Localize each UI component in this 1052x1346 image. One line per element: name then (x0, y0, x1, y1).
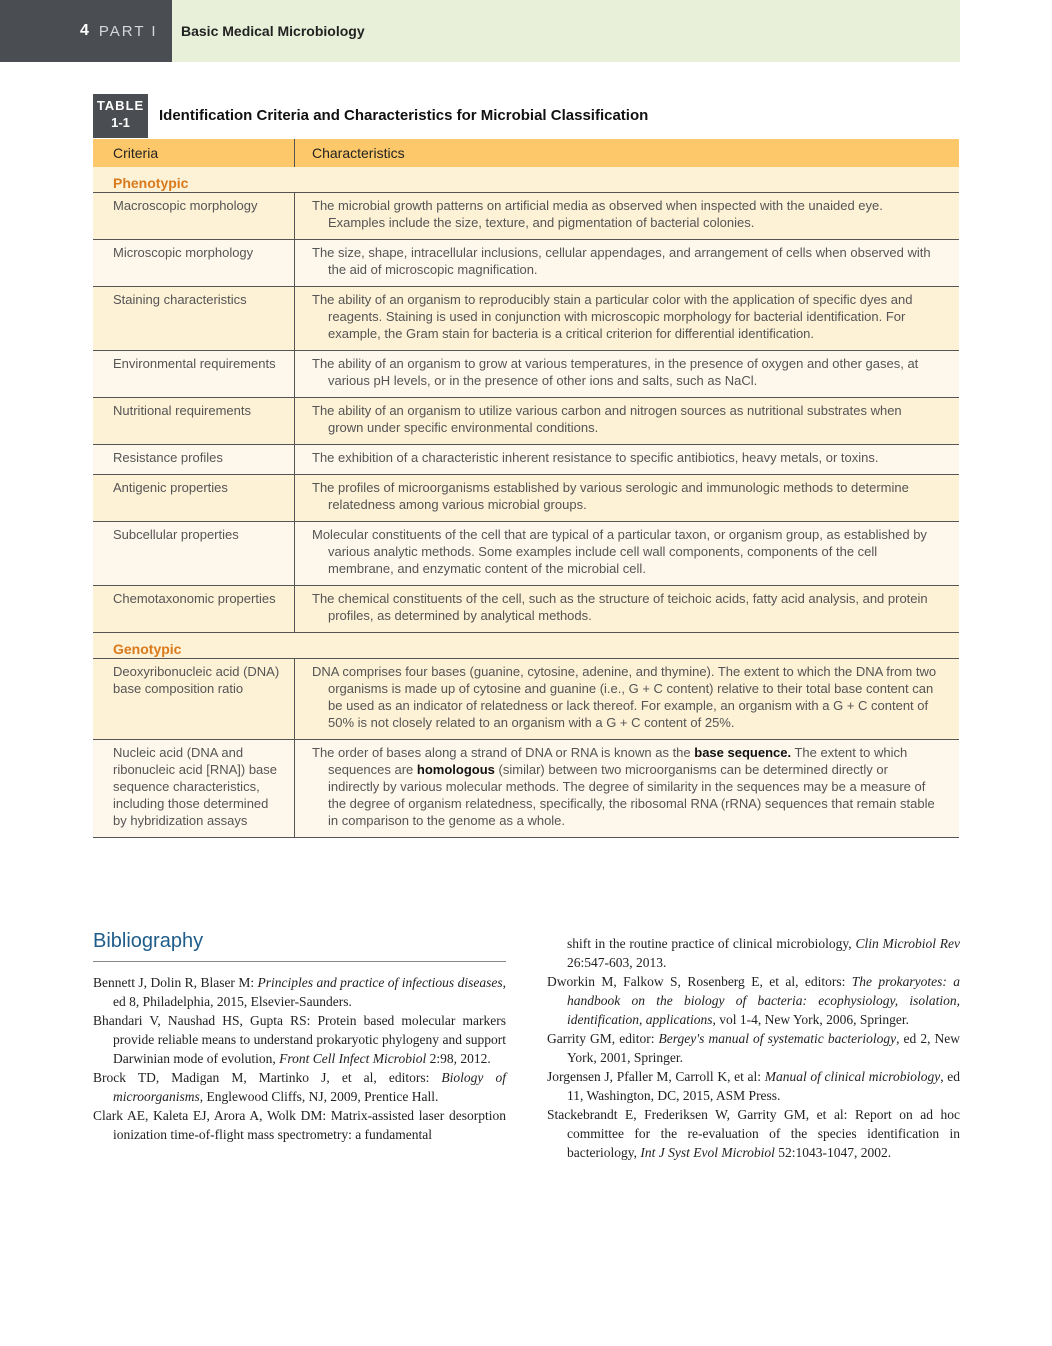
criteria-cell: Chemotaxonomic properties (113, 591, 276, 606)
criteria-cell: Antigenic properties (113, 480, 228, 495)
page-header (0, 0, 960, 62)
table-row (93, 659, 959, 740)
table-header-row (93, 139, 959, 167)
characteristics-cell: The exhibition of a characteristic inherent resistance to specific antibiotics, heavy metals, or toxins. (312, 450, 879, 465)
reference-item: Bennett J, Dolin R, Blaser M: Principles and practice of infectious diseases, ed 8, Philadelphia, 2015, Elsevier-Saunders. (93, 975, 506, 1009)
table-row (93, 586, 959, 633)
characteristics-cell: The order of bases along a strand of DNA or RNA is known as the base sequence. The extent to which sequences are homologous (similar) between two microorganisms can be determined directly or indirectly by various molecular methods. The degree of similarity in the sequences may be a measure of the degree of organism relatedness, specifically, the ribosomal RNA (rRNA) sequences that remain stable in comparison to the genome as a whole. (312, 745, 935, 828)
reference-item: Brock TD, Madigan M, Martinko J, et al, editors: Biology of microorganisms, Englewood Cliffs, NJ, 2009, Prentice Hall. (93, 1070, 506, 1104)
header-title-block (172, 0, 960, 62)
table-title: Identification Criteria and Characteristics for Microbial Classification (159, 107, 649, 124)
characteristics-cell: The profiles of microorganisms established by various serologic and immunologic methods to determine relatedness among various microbial groups. (312, 480, 909, 512)
characteristics-cell: The ability of an organism to utilize various carbon and nitrogen sources as nutritional substrates when grown under specific environmental conditions. (312, 403, 902, 435)
table-row (93, 475, 959, 522)
book-title: Basic Medical Microbiology (181, 23, 365, 39)
characteristics-cell: The microbial growth patterns on artificial media as observed when inspected with the unaided eye. Examples include the size, texture, and pigmentation of bacterial colonies. (312, 198, 883, 230)
criteria-cell: Subcellular properties (113, 527, 239, 542)
bibliography-column-left (93, 973, 506, 1144)
reference-continuation: shift in the routine practice of clinical microbiology, Clin Microbiol Rev 26:547-603, 2013. (567, 936, 960, 970)
table-row (93, 351, 959, 398)
page-number: 4 (80, 22, 89, 39)
bibliography-rule (93, 961, 506, 962)
table-row (93, 522, 959, 586)
table-badge (93, 94, 148, 138)
criteria-cell: Staining characteristics (113, 292, 247, 307)
criteria-cell: Deoxyribonucleic acid (DNA) base composition ratio (113, 664, 280, 696)
classification-table (93, 139, 959, 838)
section-phenotypic: Phenotypic (93, 167, 959, 193)
part-label: PART I (98, 22, 158, 40)
table-row (93, 240, 959, 287)
characteristics-header: Characteristics (294, 139, 405, 167)
reference-item: Dworkin M, Falkow S, Rosenberg E, et al, editors: The prokaryotes: a handbook on the biology of bacteria: ecophysiology, isolation, identification, applications, vol 1-4, New York, 2006, Springer. (547, 974, 960, 1027)
header-part-block (0, 0, 172, 62)
bibliography-title: Bibliography (93, 930, 204, 952)
term-homologous: homologous (416, 762, 495, 777)
characteristics-cell: Molecular constituents of the cell that are typical of a particular taxon, or organism group, as established by various analytic methods. Some examples include cell wall components, components of the cell membrane, and enzymatic content of the microbial cell. (312, 527, 927, 576)
table-badge-number: 1-1 (111, 115, 130, 130)
criteria-cell: Macroscopic morphology (113, 198, 258, 213)
section-genotypic: Genotypic (93, 633, 959, 659)
criteria-cell: Nutritional requirements (113, 403, 252, 418)
reference-item: Garrity GM, editor: Bergey's manual of systematic bacteriology, ed 2, New York, 2001, Springer. (547, 1031, 960, 1065)
reference-item: Jorgensen J, Pfaller M, Carroll K, et al: Manual of clinical microbiology, ed 11, Washington, DC, 2015, ASM Press. (547, 1069, 960, 1103)
table-row (93, 398, 959, 445)
criteria-cell: Microscopic morphology (113, 245, 254, 260)
criteria-header: Criteria (113, 145, 159, 161)
reference-item: Bhandari V, Naushad HS, Gupta RS: Protein based molecular markers provide reliable means to understand prokaryotic phylogeny and support Darwinian mode of evolution, Front Cell Infect Microbiol 2:98, 2012. (93, 1013, 506, 1066)
characteristics-cell: The chemical constituents of the cell, such as the structure of teichoic acids, fatty acid analysis, and protein profiles, as determined by analytical methods. (312, 591, 928, 623)
characteristics-cell: The ability of an organism to reproducibly stain a particular color with the application of specific dyes and reagents. Staining is used in conjunction with microscopic morphology for bacterial identification. For example, the Gram stain for bacteria is a critical criterion for differential identification. (312, 292, 913, 341)
reference-item: Stackebrandt E, Frederiksen W, Garrity GM, et al: Report on ad hoc committee for the re-evaluation of the species identification in bacteriology, Int J Syst Evol Microbiol 52:1043-1047, 2002. (547, 1107, 960, 1160)
criteria-cell: Resistance profiles (113, 450, 223, 465)
characteristics-cell: DNA comprises four bases (guanine, cytosine, adenine, and thymine). The extent to which the DNA from two organisms is made up of cytosine and guanine (i.e., G + C content) relative to their total base content can be used as an indicator of relatedness or lack thereof. For example, an organism with a G + C content of 50% is not closely related to an organism with a G + C content of 25%. (312, 664, 937, 730)
characteristics-cell: The size, shape, intracellular inclusions, cellular appendages, and arrangement of cells when observed with the aid of microscopic magnification. (312, 245, 931, 277)
criteria-cell: Environmental requirements (113, 356, 276, 371)
table-row (93, 287, 959, 351)
table-badge-label: TABLE (96, 98, 145, 113)
table-row (93, 193, 959, 240)
characteristics-cell: The ability of an organism to grow at various temperatures, in the presence of oxygen and other gases, at various pH levels, or in the presence of other ions and salts, such as NaCl. (312, 356, 919, 388)
reference-item: Clark AE, Kaleta EJ, Arora A, Wolk DM: Matrix-assisted laser desorption ionization time-of-flight mass spectrometry: a fundamental (93, 1108, 506, 1142)
term-base-sequence: base sequence. (694, 745, 792, 760)
table-row (93, 740, 959, 838)
criteria-cell: Nucleic acid (DNA and ribonucleic acid [RNA]) base sequence characteristics, including those determined by hybridization assays (113, 745, 278, 828)
table-row (93, 445, 959, 475)
bibliography-column-right (547, 934, 960, 1162)
